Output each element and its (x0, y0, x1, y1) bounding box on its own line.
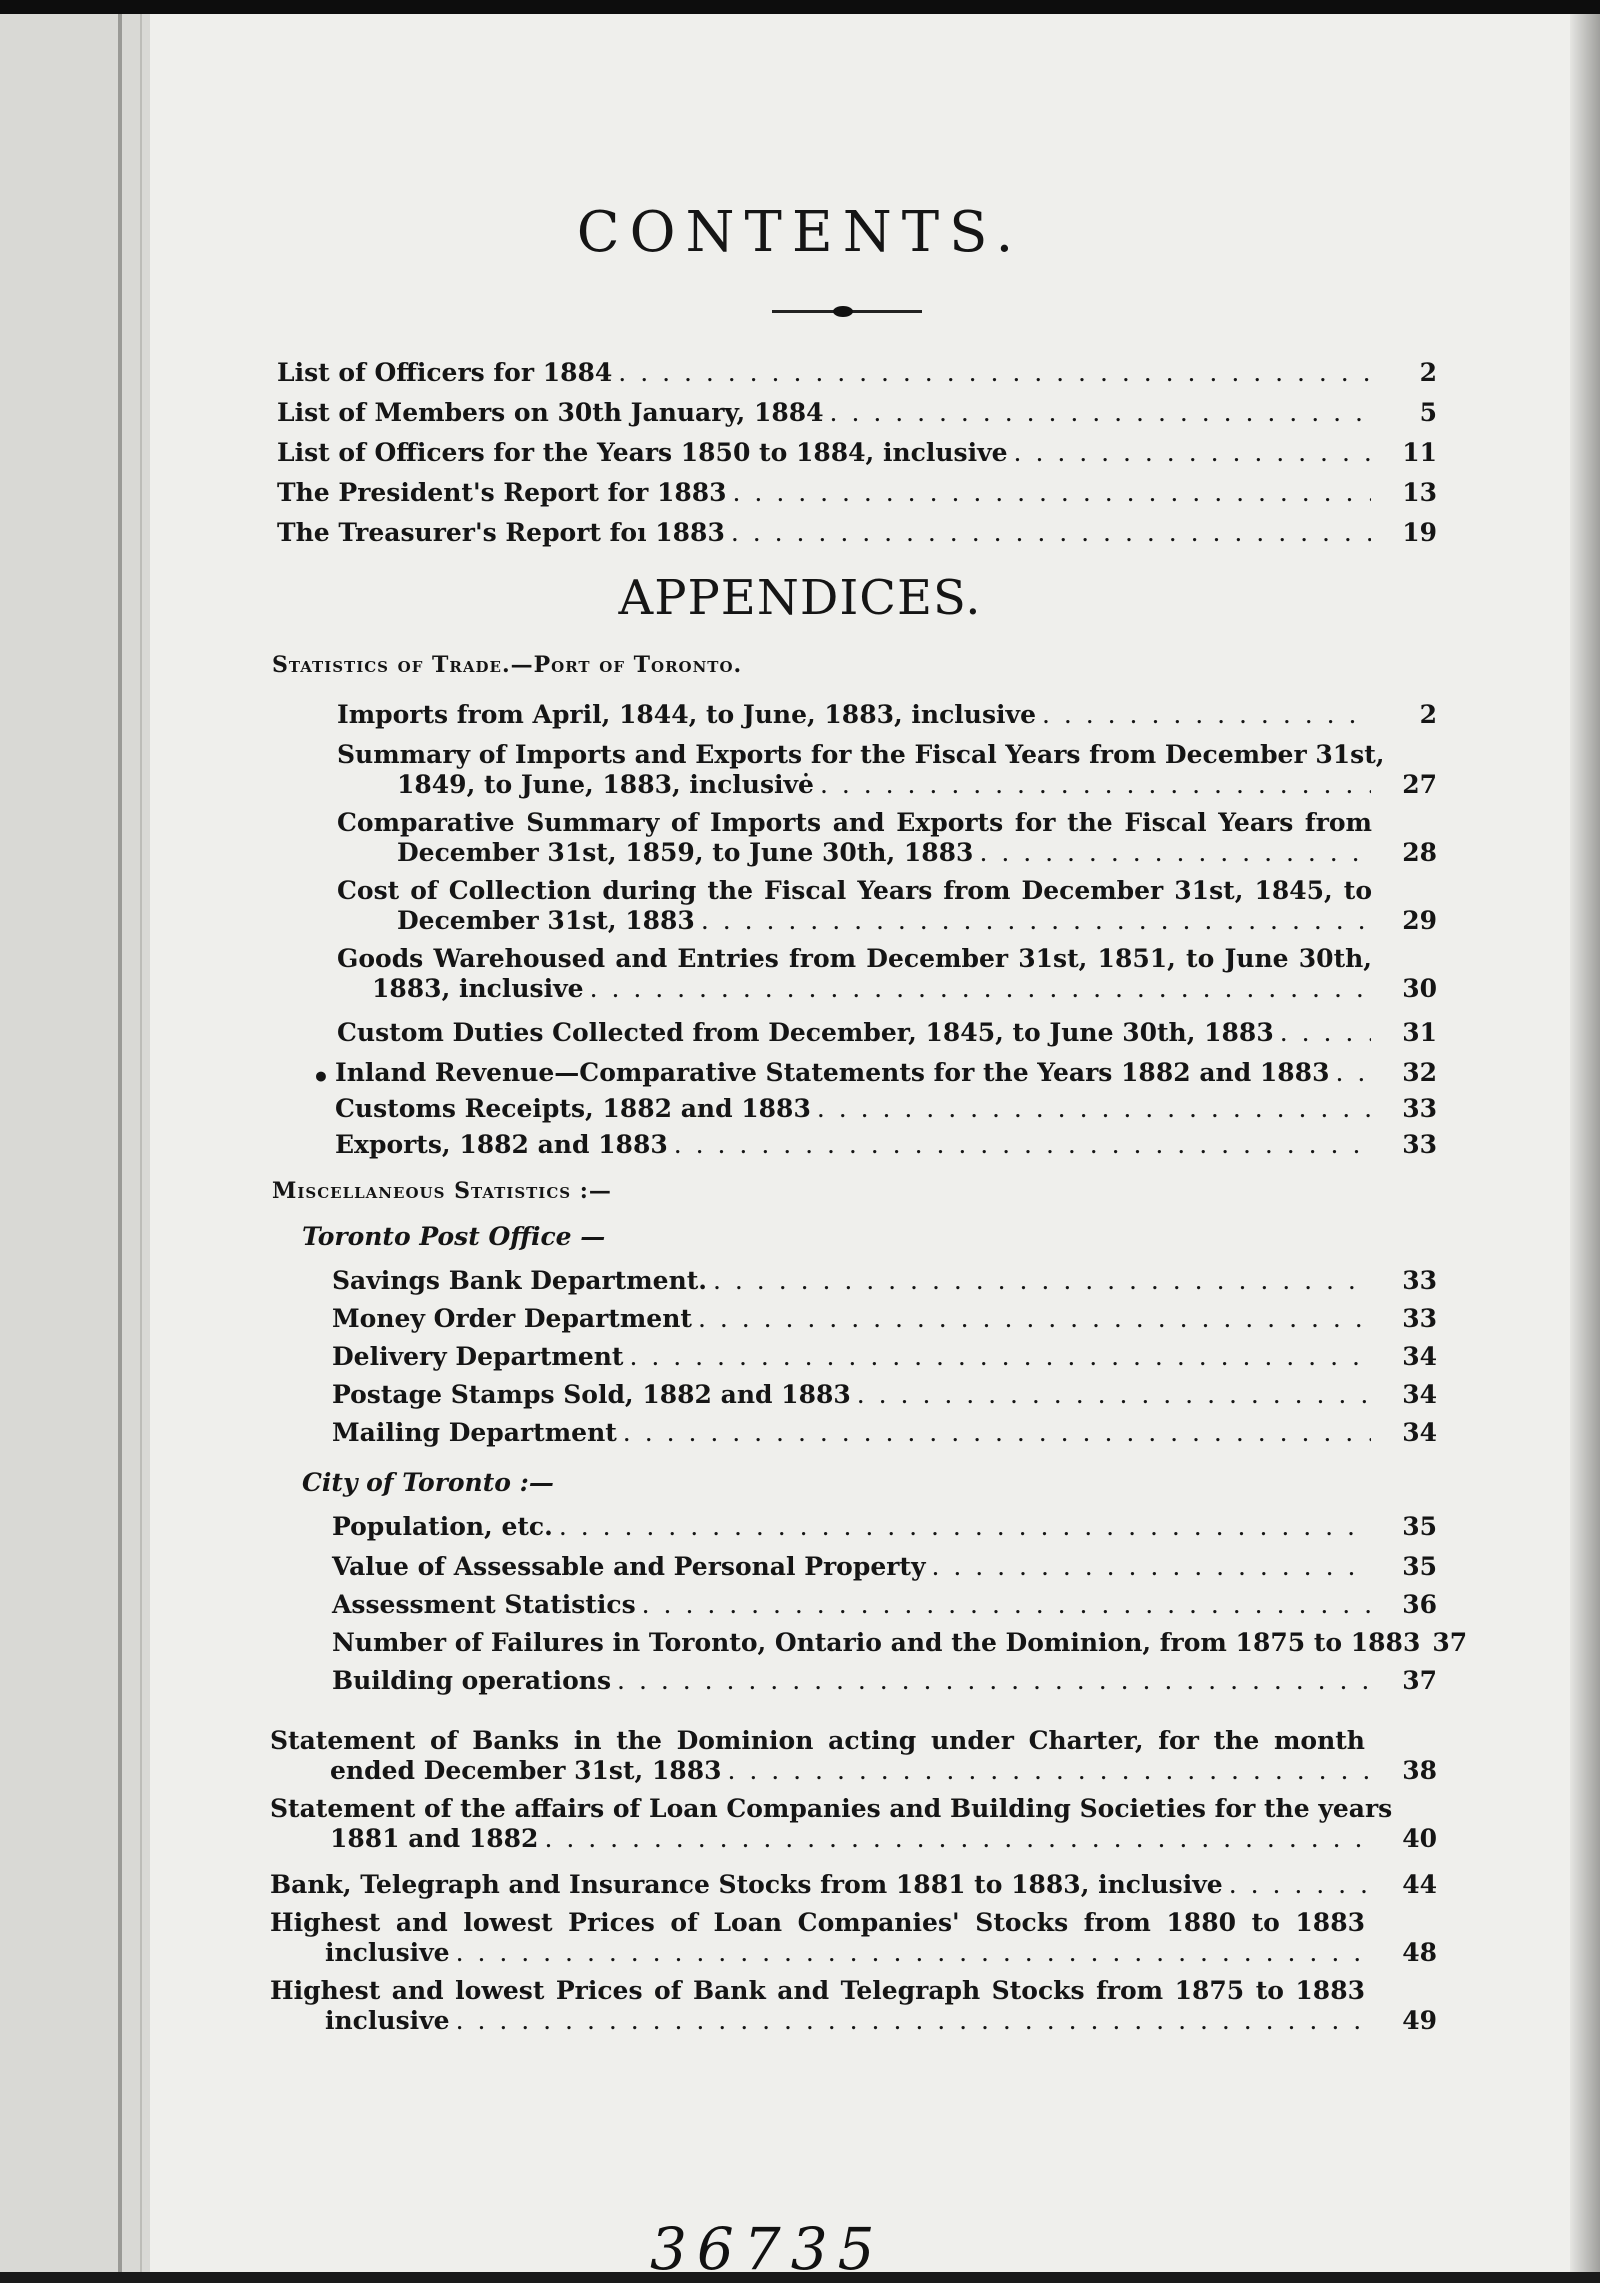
contents-entry[interactable] (332, 1666, 1437, 1696)
entry-label-line1: Goods Warehoused and Entries from December 31st, 1851, to June 30th, (337, 944, 1372, 973)
leader-dots (1014, 438, 1371, 468)
leader-dots (1042, 700, 1371, 730)
contents-entry[interactable] (372, 974, 1437, 1004)
entry-label-line2: 1881 and 1882 (330, 1824, 539, 1853)
entry-label-line2: December 31st, 1859, to June 30th, 1883 (397, 838, 974, 867)
page-edge-shadow (1570, 14, 1600, 2272)
leader-dots (559, 1512, 1371, 1542)
leader-dots (1280, 1018, 1371, 1048)
entry-page-number: 34 (1402, 1342, 1437, 1371)
contents-entry[interactable] (332, 1512, 1437, 1542)
contents-entry[interactable] (332, 1266, 1437, 1296)
entry-page-number: 40 (1402, 1824, 1437, 1853)
contents-entry[interactable] (332, 1590, 1437, 1620)
entry-label: The President's Report for 1883 (277, 478, 727, 507)
contents-entry[interactable] (325, 1938, 1437, 1968)
entry-label-line1: Highest and lowest Prices of Loan Companies' Stocks from 1880 to 1883 (270, 1908, 1365, 1937)
contents-entry-first-line (337, 740, 1385, 770)
entry-page-number: 2 (1419, 358, 1437, 387)
contents-entry[interactable] (330, 1756, 1437, 1786)
leader-dots (629, 1342, 1371, 1372)
entry-page-number: 28 (1402, 838, 1437, 867)
entry-page-number: 31 (1402, 1018, 1437, 1047)
contents-entry-first-line (270, 1908, 1365, 1938)
leader-dots (623, 1418, 1371, 1448)
contents-entry[interactable] (277, 398, 1437, 428)
leader-dots (617, 1666, 1371, 1696)
leader-dots (701, 906, 1371, 936)
contents-entry[interactable] (337, 700, 1437, 730)
entry-label: List of Members on 30th January, 1884 (277, 398, 824, 427)
entry-label: Inland Revenue—Comparative Statements for the Years 1882 and 1883 (335, 1058, 1330, 1087)
leader-dots (727, 1756, 1371, 1786)
entry-label-line1: Highest and lowest Prices of Bank and Telegraph Stocks from 1875 to 1883 (270, 1976, 1365, 2005)
entry-label: Savings Bank Department. (332, 1266, 708, 1295)
entry-label-line1: Summary of Imports and Exports for the Fiscal Years from December 31st, (337, 740, 1385, 769)
entry-label: Bank, Telegraph and Insurance Stocks from 1881 to 1883, inclusive (270, 1870, 1223, 1899)
entry-label-line2: 1883, inclusive (372, 974, 584, 1003)
entry-label-line1: Statement of Banks in the Dominion acting under Charter, for the month (270, 1726, 1365, 1755)
contents-entry[interactable] (335, 1130, 1437, 1160)
entry-page-number: 29 (1402, 906, 1437, 935)
entry-page-number: 13 (1402, 478, 1437, 507)
contents-entry[interactable] (397, 770, 1437, 800)
entry-label: Mailing Department (332, 1418, 617, 1447)
margin-bullet: • (312, 1061, 330, 1094)
leader-dots (820, 770, 1371, 800)
entry-page-number: 27 (1402, 770, 1437, 799)
entry-label: Assessment Statistics (332, 1590, 636, 1619)
section-heading-trade: Statistics of Trade.—Port of Toronto. (272, 652, 743, 678)
entry-page-number: 11 (1402, 438, 1437, 467)
entry-page-number: 34 (1402, 1380, 1437, 1409)
scan-top-border (0, 0, 1600, 14)
contents-entry[interactable] (332, 1552, 1437, 1582)
contents-entry[interactable] (337, 1018, 1437, 1048)
entry-label-line2: inclusive (325, 1938, 450, 1967)
leader-dots (1335, 1058, 1371, 1088)
contents-entry-first-line (270, 1794, 1393, 1824)
leader-dots (733, 478, 1371, 508)
entry-page-number: 49 (1402, 2006, 1437, 2035)
entry-label: Exports, 1882 and 1883 (335, 1130, 668, 1159)
leader-dots (830, 398, 1371, 428)
entry-page-number: 33 (1402, 1130, 1437, 1159)
contents-entry[interactable] (277, 438, 1437, 468)
spine-line-secondary (140, 14, 142, 2272)
entry-page-number: 38 (1402, 1756, 1437, 1785)
contents-entry-first-line (270, 1976, 1365, 2006)
entry-page-number: 36 (1402, 1590, 1437, 1619)
entry-label: Building operations (332, 1666, 612, 1695)
entry-label-line2: ended December 31st, 1883 (330, 1756, 722, 1785)
handwritten-accession-number: 36735 (650, 2215, 885, 2283)
contents-entry-first-line (337, 808, 1372, 838)
entry-page-number: 32 (1402, 1058, 1437, 1087)
entry-label: List of Officers for 1884 (277, 358, 613, 387)
leader-dots (618, 358, 1371, 388)
leader-dots (698, 1304, 1371, 1334)
entry-page-number: 30 (1402, 974, 1437, 1003)
entry-page-number: 19 (1402, 518, 1437, 547)
entry-label: Postage Stamps Sold, 1882 and 1883 (332, 1380, 851, 1409)
entry-page-number: 33 (1402, 1266, 1437, 1295)
leader-dots (979, 838, 1371, 868)
contents-entry-first-line (337, 876, 1372, 906)
leader-dots (1229, 1870, 1371, 1900)
entry-label: Population, etc. (332, 1512, 553, 1541)
contents-entry[interactable] (270, 1870, 1437, 1900)
contents-entry[interactable] (277, 358, 1437, 388)
contents-entry[interactable] (330, 1824, 1437, 1854)
entry-page-number: 33 (1402, 1094, 1437, 1123)
entry-label-line1: Comparative Summary of Imports and Exports for the Fiscal Years from (337, 808, 1372, 837)
leader-dots (731, 518, 1371, 548)
entry-page-number: 37 (1432, 1628, 1468, 1657)
entry-label: Number of Failures in Toronto, Ontario and the Dominion, from 1875 to 1883 (332, 1628, 1421, 1657)
contents-entry[interactable] (397, 838, 1437, 868)
leader-dots (817, 1094, 1371, 1124)
contents-entry[interactable] (335, 1094, 1437, 1124)
appendices-heading: APPENDICES. (618, 570, 982, 626)
entry-label: Value of Assessable and Personal Property (332, 1552, 926, 1581)
contents-entry[interactable] (332, 1418, 1437, 1448)
entry-page-number: 35 (1402, 1552, 1437, 1581)
subsection-heading-city: City of Toronto :— (302, 1468, 554, 1497)
entry-label: Delivery Department (332, 1342, 624, 1371)
entry-label-line2: 1849, to June, 1883, inclusivė (397, 770, 814, 799)
binding-spine (0, 14, 150, 2272)
contents-entry[interactable] (397, 906, 1437, 936)
entry-label: Money Order Department (332, 1304, 692, 1333)
entry-label-line2: December 31st, 1883 (397, 906, 695, 935)
leader-dots (674, 1130, 1371, 1160)
spine-line (118, 14, 122, 2272)
entry-label: Customs Receipts, 1882 and 1883 (335, 1094, 811, 1123)
leader-dots (642, 1590, 1371, 1620)
entry-page-number: 2 (1419, 700, 1437, 729)
contents-entry-first-line (337, 944, 1372, 974)
entry-page-number: 35 (1402, 1512, 1437, 1541)
entry-page-number: 33 (1402, 1304, 1437, 1333)
leader-dots (544, 1824, 1371, 1854)
leader-dots (590, 974, 1371, 1004)
entry-label: List of Officers for the Years 1850 to 1884, inclusive (277, 438, 1008, 467)
entry-label: Custom Duties Collected from December, 1845, to June 30th, 1883 (337, 1018, 1274, 1047)
entry-label: The Treasurer's Report foı 1883 (277, 518, 725, 547)
page-title: CONTENTS. (576, 200, 1024, 265)
section-heading-misc: Miscellaneous Statistics :— (272, 1178, 612, 1204)
contents-entry[interactable] (332, 1380, 1437, 1410)
entry-page-number: 44 (1402, 1870, 1437, 1899)
contents-entry[interactable] (332, 1304, 1437, 1334)
leader-dots (713, 1266, 1371, 1296)
leader-dots (456, 2006, 1371, 2036)
leader-dots (456, 1938, 1371, 1968)
contents-entry[interactable] (332, 1628, 1468, 1658)
contents-entry[interactable] (277, 518, 1437, 548)
entry-label: Imports from April, 1844, to June, 1883, inclusive (337, 700, 1036, 729)
contents-entry[interactable] (335, 1058, 1437, 1088)
entry-page-number: 48 (1402, 1938, 1437, 1967)
entry-page-number: 34 (1402, 1418, 1437, 1447)
entry-label-line1: Cost of Collection during the Fiscal Years from December 31st, 1845, to (337, 876, 1372, 905)
contents-entry[interactable] (277, 478, 1437, 508)
contents-entry-first-line (270, 1726, 1365, 1756)
contents-entry[interactable] (332, 1342, 1437, 1372)
contents-entry[interactable] (325, 2006, 1437, 2036)
subsection-heading-post-office: Toronto Post Office — (302, 1222, 606, 1251)
leader-dots (931, 1552, 1371, 1582)
entry-label-line2: inclusive (325, 2006, 450, 2035)
leader-dots (857, 1380, 1371, 1410)
divider-ornament (833, 306, 853, 317)
entry-page-number: 37 (1402, 1666, 1437, 1695)
entry-label-line1: Statement of the affairs of Loan Companies and Building Societies for the years (270, 1794, 1393, 1823)
entry-page-number: 5 (1419, 398, 1437, 427)
